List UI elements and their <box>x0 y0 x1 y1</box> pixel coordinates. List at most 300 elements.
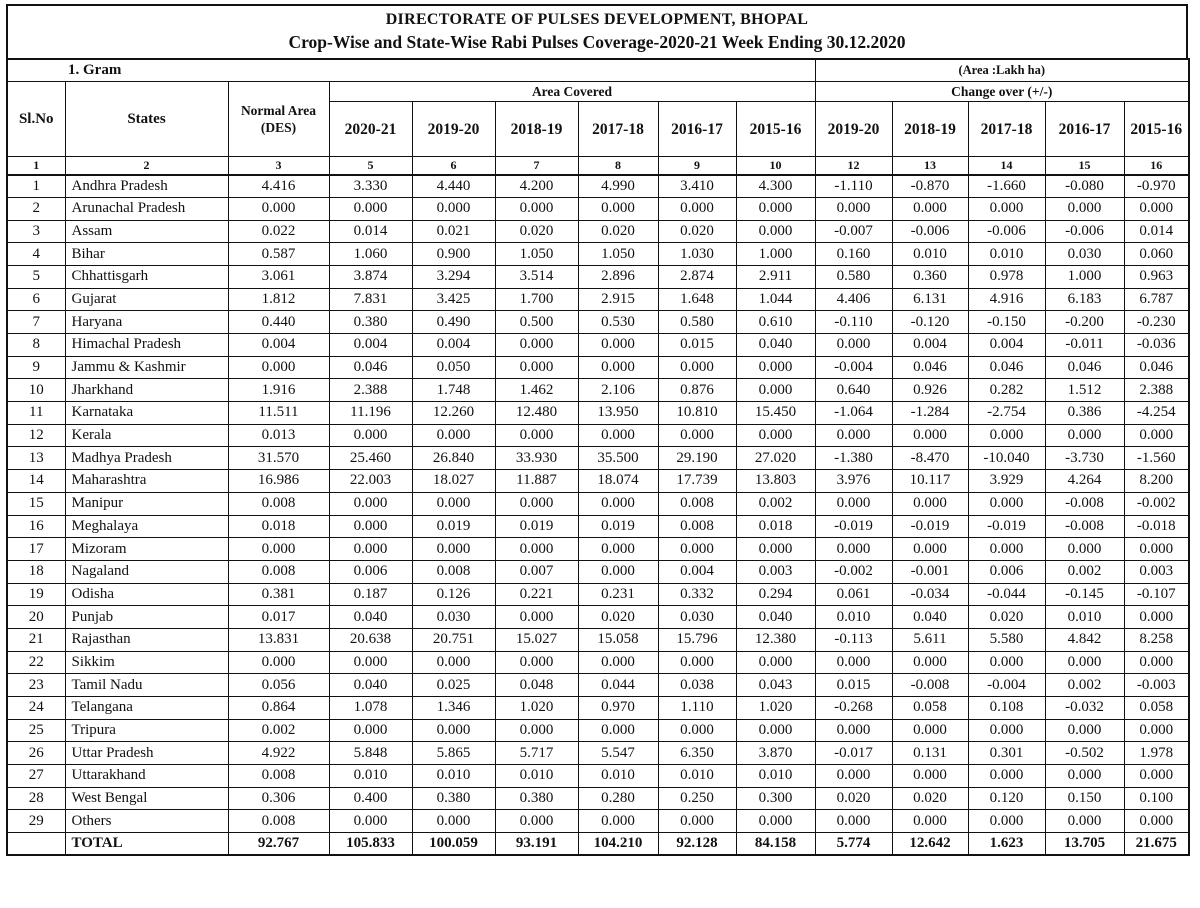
row-value-cell: 0.000 <box>1045 424 1124 447</box>
row-value-cell: 2.388 <box>1124 379 1189 402</box>
col-header-change-year: 2017-18 <box>968 102 1045 157</box>
row-value-cell: 0.250 <box>658 787 736 810</box>
row-value-cell: 0.000 <box>892 651 968 674</box>
row-value-cell: 0.000 <box>228 197 329 220</box>
row-value-cell: 0.000 <box>412 492 495 515</box>
row-value-cell: 0.046 <box>968 356 1045 379</box>
row-value-cell: 0.000 <box>578 719 658 742</box>
row-sl-number: 17 <box>7 538 65 561</box>
row-value-cell: 0.040 <box>736 606 815 629</box>
row-value-cell: 0.000 <box>578 560 658 583</box>
row-value-cell: 0.000 <box>892 492 968 515</box>
row-value-cell: 0.000 <box>968 492 1045 515</box>
row-value-cell: 0.008 <box>228 765 329 788</box>
normal-area-line1: Normal Area <box>240 103 317 119</box>
row-value-cell: -0.002 <box>1124 492 1189 515</box>
row-sl-number: 18 <box>7 560 65 583</box>
row-value-cell: -0.018 <box>1124 515 1189 538</box>
row-value-cell: 0.000 <box>228 651 329 674</box>
row-value-cell: 0.003 <box>1124 560 1189 583</box>
row-value-cell: 0.020 <box>495 220 578 243</box>
row-value-cell: -0.006 <box>1045 220 1124 243</box>
row-value-cell: 0.008 <box>412 560 495 583</box>
column-number: 2 <box>65 157 228 175</box>
row-value-cell: 0.000 <box>1045 719 1124 742</box>
row-value-cell: 35.500 <box>578 447 658 470</box>
row-value-cell: 0.000 <box>1124 719 1189 742</box>
row-value-cell: 0.002 <box>1045 674 1124 697</box>
row-value-cell: 22.003 <box>329 470 412 493</box>
row-value-cell: -0.150 <box>968 311 1045 334</box>
column-number: 15 <box>1045 157 1124 175</box>
row-value-cell: 1.346 <box>412 697 495 720</box>
table-row <box>7 470 1189 493</box>
row-value-cell: 0.221 <box>495 583 578 606</box>
row-value-cell: 0.306 <box>228 787 329 810</box>
total-value-cell: 5.774 <box>815 833 892 856</box>
row-value-cell: 6.131 <box>892 288 968 311</box>
row-value-cell: 0.530 <box>578 311 658 334</box>
table-row <box>7 628 1189 651</box>
col-header-area-year: 2017-18 <box>578 102 658 157</box>
row-value-cell: -0.019 <box>892 515 968 538</box>
row-value-cell: 0.000 <box>736 810 815 833</box>
row-value-cell: 0.008 <box>658 515 736 538</box>
row-value-cell: 0.007 <box>495 560 578 583</box>
row-value-cell: 0.030 <box>412 606 495 629</box>
row-sl-number: 9 <box>7 356 65 379</box>
row-value-cell: -1.064 <box>815 402 892 425</box>
gram-coverage-table <box>6 58 1190 856</box>
row-value-cell: 0.120 <box>968 787 1045 810</box>
row-value-cell: 1.978 <box>1124 742 1189 765</box>
row-value-cell: 29.190 <box>658 447 736 470</box>
row-value-cell: 0.010 <box>968 243 1045 266</box>
row-value-cell: -0.034 <box>892 583 968 606</box>
col-header-area-year: 2019-20 <box>412 102 495 157</box>
table-row <box>7 311 1189 334</box>
row-value-cell: -0.268 <box>815 697 892 720</box>
row-value-cell: 0.000 <box>578 356 658 379</box>
row-value-cell: 1.050 <box>495 243 578 266</box>
row-value-cell: 0.000 <box>892 810 968 833</box>
row-state-name: Madhya Pradesh <box>65 447 228 470</box>
row-state-name: Chhattisgarh <box>65 265 228 288</box>
row-value-cell: 0.019 <box>412 515 495 538</box>
row-value-cell: 0.000 <box>1124 765 1189 788</box>
row-value-cell: 16.986 <box>228 470 329 493</box>
row-value-cell: -10.040 <box>968 447 1045 470</box>
row-value-cell: 0.000 <box>578 538 658 561</box>
row-value-cell: 0.000 <box>329 492 412 515</box>
row-value-cell: 5.848 <box>329 742 412 765</box>
col-header-change-over: Change over (+/-) <box>815 82 1189 102</box>
row-value-cell: 0.006 <box>329 560 412 583</box>
row-value-cell: 17.739 <box>658 470 736 493</box>
row-state-name: Gujarat <box>65 288 228 311</box>
row-state-name: Himachal Pradesh <box>65 334 228 357</box>
row-value-cell: 0.017 <box>228 606 329 629</box>
row-state-name: Telangana <box>65 697 228 720</box>
column-number: 3 <box>228 157 329 175</box>
row-value-cell: -0.970 <box>1124 175 1189 198</box>
row-sl-number: 11 <box>7 402 65 425</box>
row-state-name: Rajasthan <box>65 628 228 651</box>
row-state-name: Tripura <box>65 719 228 742</box>
row-value-cell: -0.001 <box>892 560 968 583</box>
row-value-cell: 13.831 <box>228 628 329 651</box>
col-header-area-year: 2018-19 <box>495 102 578 157</box>
row-value-cell: 0.000 <box>329 197 412 220</box>
row-value-cell: 8.200 <box>1124 470 1189 493</box>
row-value-cell: 0.014 <box>329 220 412 243</box>
row-value-cell: -0.107 <box>1124 583 1189 606</box>
row-value-cell: 0.006 <box>968 560 1045 583</box>
row-value-cell: 0.004 <box>329 334 412 357</box>
row-sl-number: 4 <box>7 243 65 266</box>
row-sl-number: 20 <box>7 606 65 629</box>
row-value-cell: -0.230 <box>1124 311 1189 334</box>
row-value-cell: 0.046 <box>329 356 412 379</box>
row-value-cell: 4.416 <box>228 175 329 198</box>
col-header-change-year: 2019-20 <box>815 102 892 157</box>
row-value-cell: 12.480 <box>495 402 578 425</box>
row-value-cell: 0.020 <box>658 220 736 243</box>
table-row <box>7 606 1189 629</box>
row-value-cell: -1.560 <box>1124 447 1189 470</box>
table-row <box>7 220 1189 243</box>
row-value-cell: 0.280 <box>578 787 658 810</box>
row-value-cell: 0.000 <box>658 424 736 447</box>
col-header-area-covered: Area Covered <box>329 82 815 102</box>
row-value-cell: 0.002 <box>228 719 329 742</box>
row-value-cell: 1.044 <box>736 288 815 311</box>
row-value-cell: 0.380 <box>495 787 578 810</box>
col-header-change-year: 2018-19 <box>892 102 968 157</box>
row-value-cell: 0.010 <box>1045 606 1124 629</box>
row-value-cell: 0.000 <box>412 651 495 674</box>
table-row <box>7 265 1189 288</box>
row-value-cell: 0.020 <box>578 220 658 243</box>
col-header-sl: Sl.No <box>7 82 65 157</box>
row-state-name: Manipur <box>65 492 228 515</box>
row-value-cell: 20.751 <box>412 628 495 651</box>
row-value-cell: 15.450 <box>736 402 815 425</box>
row-value-cell: -2.754 <box>968 402 1045 425</box>
row-value-cell: 0.018 <box>736 515 815 538</box>
row-state-name: Sikkim <box>65 651 228 674</box>
column-number: 5 <box>329 157 412 175</box>
row-value-cell: 0.231 <box>578 583 658 606</box>
total-value-cell: 92.767 <box>228 833 329 856</box>
row-value-cell: 0.004 <box>228 334 329 357</box>
table-row <box>7 515 1189 538</box>
row-sl-number: 24 <box>7 697 65 720</box>
organization-title: DIRECTORATE OF PULSES DEVELOPMENT, BHOPAL <box>385 11 809 28</box>
row-sl-number: 12 <box>7 424 65 447</box>
row-value-cell: -0.200 <box>1045 311 1124 334</box>
row-value-cell: 0.000 <box>1124 424 1189 447</box>
row-sl-number: 27 <box>7 765 65 788</box>
unit-label: (Area :Lakh ha) <box>815 59 1189 82</box>
row-value-cell: 1.110 <box>658 697 736 720</box>
row-value-cell: 0.294 <box>736 583 815 606</box>
col-header-change-year: 2016-17 <box>1045 102 1124 157</box>
row-value-cell: 15.027 <box>495 628 578 651</box>
column-number: 14 <box>968 157 1045 175</box>
row-value-cell: 0.000 <box>658 538 736 561</box>
row-value-cell: 0.000 <box>495 197 578 220</box>
column-number: 6 <box>412 157 495 175</box>
report-sheet <box>6 4 1188 856</box>
row-value-cell: 4.264 <box>1045 470 1124 493</box>
row-state-name: Bihar <box>65 243 228 266</box>
row-sl-number: 15 <box>7 492 65 515</box>
row-value-cell: 0.000 <box>495 810 578 833</box>
row-value-cell: 0.018 <box>228 515 329 538</box>
row-sl-number: 5 <box>7 265 65 288</box>
row-value-cell: 0.010 <box>892 243 968 266</box>
row-value-cell: 3.410 <box>658 175 736 198</box>
row-value-cell: -1.380 <box>815 447 892 470</box>
row-sl-number: 28 <box>7 787 65 810</box>
row-value-cell: 0.000 <box>578 197 658 220</box>
row-state-name: Meghalaya <box>65 515 228 538</box>
row-state-name: Uttar Pradesh <box>65 742 228 765</box>
row-value-cell: 0.282 <box>968 379 1045 402</box>
row-value-cell: 0.300 <box>736 787 815 810</box>
col-header-area-year: 2016-17 <box>658 102 736 157</box>
row-value-cell: 3.976 <box>815 470 892 493</box>
row-value-cell: 0.013 <box>228 424 329 447</box>
row-value-cell: 0.000 <box>815 538 892 561</box>
col-header-states: States <box>65 82 228 157</box>
row-value-cell: -1.284 <box>892 402 968 425</box>
row-value-cell: 0.000 <box>1124 651 1189 674</box>
row-value-cell: 0.000 <box>736 356 815 379</box>
row-value-cell: 0.381 <box>228 583 329 606</box>
row-value-cell: 0.000 <box>1045 765 1124 788</box>
row-value-cell: 0.058 <box>1124 697 1189 720</box>
row-value-cell: 4.440 <box>412 175 495 198</box>
row-value-cell: -1.110 <box>815 175 892 198</box>
row-value-cell: 26.840 <box>412 447 495 470</box>
row-sl-number: 25 <box>7 719 65 742</box>
row-value-cell: 4.200 <box>495 175 578 198</box>
row-value-cell: 0.000 <box>329 424 412 447</box>
row-value-cell: 0.000 <box>968 197 1045 220</box>
column-number: 13 <box>892 157 968 175</box>
table-row <box>7 402 1189 425</box>
row-value-cell: 0.044 <box>578 674 658 697</box>
row-value-cell: 0.008 <box>658 492 736 515</box>
row-value-cell: 0.020 <box>815 787 892 810</box>
row-value-cell: 0.332 <box>658 583 736 606</box>
row-value-cell: -0.019 <box>815 515 892 538</box>
col-header-area-year: 2020-21 <box>329 102 412 157</box>
row-value-cell: 0.876 <box>658 379 736 402</box>
row-value-cell: 0.000 <box>578 424 658 447</box>
row-value-cell: 0.000 <box>228 538 329 561</box>
row-value-cell: 2.915 <box>578 288 658 311</box>
row-value-cell: 0.580 <box>815 265 892 288</box>
row-value-cell: 0.030 <box>1045 243 1124 266</box>
row-value-cell: 0.864 <box>228 697 329 720</box>
row-value-cell: 3.514 <box>495 265 578 288</box>
table-row <box>7 742 1189 765</box>
row-value-cell: 0.000 <box>495 424 578 447</box>
row-value-cell: -0.032 <box>1045 697 1124 720</box>
row-value-cell: 1.648 <box>658 288 736 311</box>
row-value-cell: 0.000 <box>815 424 892 447</box>
row-value-cell: 0.000 <box>968 424 1045 447</box>
row-value-cell: -0.110 <box>815 311 892 334</box>
row-value-cell: 3.330 <box>329 175 412 198</box>
row-value-cell: 0.000 <box>658 197 736 220</box>
row-value-cell: 0.000 <box>1124 197 1189 220</box>
row-value-cell: -0.004 <box>815 356 892 379</box>
row-state-name: West Bengal <box>65 787 228 810</box>
row-value-cell: 0.610 <box>736 311 815 334</box>
row-value-cell: 2.911 <box>736 265 815 288</box>
table-row <box>7 719 1189 742</box>
row-value-cell: 0.046 <box>1124 356 1189 379</box>
row-state-name: Assam <box>65 220 228 243</box>
row-value-cell: 5.611 <box>892 628 968 651</box>
row-value-cell: 0.010 <box>658 765 736 788</box>
row-value-cell: 13.803 <box>736 470 815 493</box>
row-value-cell: 1.020 <box>495 697 578 720</box>
row-value-cell: 0.004 <box>892 334 968 357</box>
row-sl-number: 26 <box>7 742 65 765</box>
row-sl-number: 8 <box>7 334 65 357</box>
row-value-cell: 0.900 <box>412 243 495 266</box>
row-value-cell: 0.020 <box>578 606 658 629</box>
row-value-cell: 0.926 <box>892 379 968 402</box>
row-value-cell: 0.131 <box>892 742 968 765</box>
row-value-cell: 1.060 <box>329 243 412 266</box>
row-value-cell: 0.015 <box>658 334 736 357</box>
table-row <box>7 810 1189 833</box>
row-value-cell: 0.000 <box>1124 810 1189 833</box>
row-sl-number: 22 <box>7 651 65 674</box>
row-value-cell: 0.126 <box>412 583 495 606</box>
row-value-cell: 4.990 <box>578 175 658 198</box>
row-value-cell: 1.078 <box>329 697 412 720</box>
row-value-cell: 0.580 <box>658 311 736 334</box>
row-sl-number: 21 <box>7 628 65 651</box>
row-value-cell: 3.294 <box>412 265 495 288</box>
row-value-cell: 0.000 <box>968 810 1045 833</box>
row-value-cell: 0.000 <box>892 719 968 742</box>
row-value-cell: 0.000 <box>1124 606 1189 629</box>
row-value-cell: 0.010 <box>815 606 892 629</box>
row-value-cell: 0.000 <box>1124 538 1189 561</box>
row-state-name: Karnataka <box>65 402 228 425</box>
row-value-cell: 0.000 <box>892 538 968 561</box>
row-value-cell: 1.020 <box>736 697 815 720</box>
row-value-cell: 0.301 <box>968 742 1045 765</box>
row-value-cell: 2.388 <box>329 379 412 402</box>
row-value-cell: 0.000 <box>815 197 892 220</box>
row-state-name: Arunachal Pradesh <box>65 197 228 220</box>
row-value-cell: -0.502 <box>1045 742 1124 765</box>
row-value-cell: -0.006 <box>892 220 968 243</box>
total-value-cell: 1.623 <box>968 833 1045 856</box>
row-state-name: Haryana <box>65 311 228 334</box>
row-state-name: Jammu & Kashmir <box>65 356 228 379</box>
row-state-name: Punjab <box>65 606 228 629</box>
row-value-cell: 0.038 <box>658 674 736 697</box>
row-value-cell: 31.570 <box>228 447 329 470</box>
table-row <box>7 334 1189 357</box>
row-value-cell: 5.717 <box>495 742 578 765</box>
row-state-name: Odisha <box>65 583 228 606</box>
total-value-cell: 105.833 <box>329 833 412 856</box>
row-sl-number: 7 <box>7 311 65 334</box>
row-value-cell: 18.074 <box>578 470 658 493</box>
row-value-cell: 0.000 <box>412 424 495 447</box>
row-value-cell: 0.010 <box>329 765 412 788</box>
row-value-cell: 0.000 <box>815 651 892 674</box>
row-value-cell: 0.000 <box>658 651 736 674</box>
col-header-area-year: 2015-16 <box>736 102 815 157</box>
table-row <box>7 787 1189 810</box>
row-value-cell: 0.000 <box>329 515 412 538</box>
row-value-cell: 0.000 <box>736 538 815 561</box>
table-row <box>7 583 1189 606</box>
row-value-cell: -4.254 <box>1124 402 1189 425</box>
row-value-cell: 0.050 <box>412 356 495 379</box>
row-value-cell: 0.022 <box>228 220 329 243</box>
row-value-cell: 0.008 <box>228 560 329 583</box>
row-value-cell: 0.020 <box>968 606 1045 629</box>
row-value-cell: 0.025 <box>412 674 495 697</box>
report-subtitle: Crop-Wise and State-Wise Rabi Pulses Coverage-2020-21 Week Ending 30.12.2020 <box>288 32 906 52</box>
row-state-name: Maharashtra <box>65 470 228 493</box>
row-value-cell: 15.796 <box>658 628 736 651</box>
table-row <box>7 243 1189 266</box>
row-value-cell: -0.044 <box>968 583 1045 606</box>
row-value-cell: 0.000 <box>228 356 329 379</box>
row-value-cell: 6.183 <box>1045 288 1124 311</box>
row-value-cell: 0.061 <box>815 583 892 606</box>
row-value-cell: 1.462 <box>495 379 578 402</box>
row-sl-number: 13 <box>7 447 65 470</box>
row-value-cell: 0.000 <box>892 765 968 788</box>
row-value-cell: 8.258 <box>1124 628 1189 651</box>
row-value-cell: -8.470 <box>892 447 968 470</box>
table-row <box>7 560 1189 583</box>
column-number: 12 <box>815 157 892 175</box>
total-value-cell: 13.705 <box>1045 833 1124 856</box>
row-value-cell: 0.360 <box>892 265 968 288</box>
table-row <box>7 447 1189 470</box>
row-value-cell: 0.000 <box>736 651 815 674</box>
row-value-cell: 0.008 <box>228 810 329 833</box>
row-value-cell: 4.842 <box>1045 628 1124 651</box>
row-state-name: Kerala <box>65 424 228 447</box>
row-value-cell: 0.000 <box>736 424 815 447</box>
col-header-normal-area <box>228 82 329 157</box>
row-value-cell: 0.000 <box>815 492 892 515</box>
row-value-cell: -0.007 <box>815 220 892 243</box>
row-state-name: Others <box>65 810 228 833</box>
row-value-cell: 3.425 <box>412 288 495 311</box>
normal-area-line2: (DES) <box>260 120 297 136</box>
row-value-cell: 0.040 <box>892 606 968 629</box>
row-value-cell: 1.050 <box>578 243 658 266</box>
